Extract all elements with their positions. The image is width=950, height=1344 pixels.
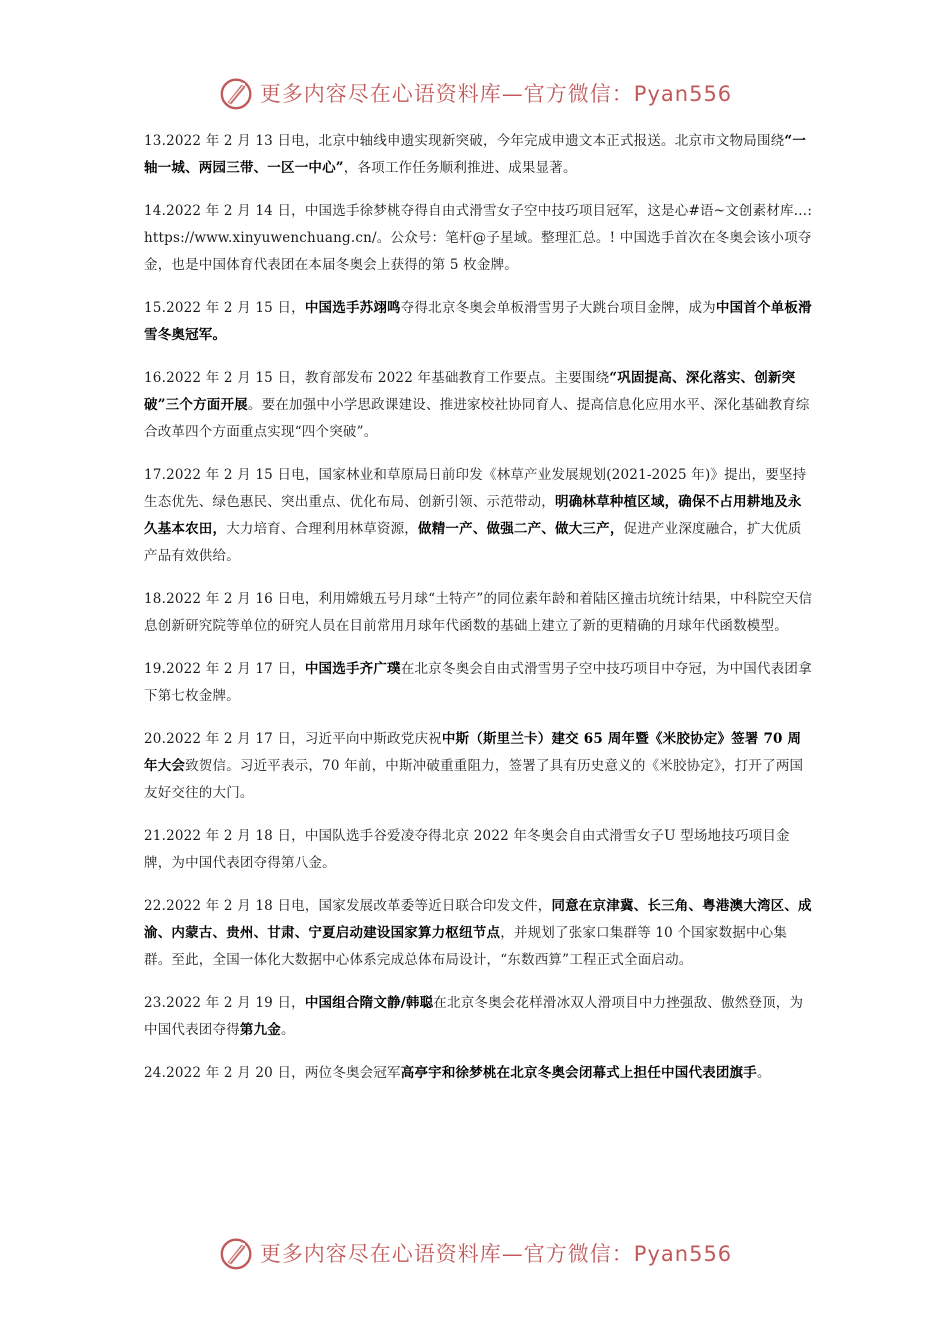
bold-text-run: 做精一产、做强二产、做大三产，	[418, 521, 624, 537]
text-run: 21.2022 年 2 月 18 日，中国队选手谷爱凌夺得北京 2022 年冬奥会自由式滑雪女子U 型场地技巧项目金牌，为中国代表团夺得第八金。	[144, 828, 790, 871]
bold-text-run: “一轴一城、两园三带、一区一中心”	[144, 133, 807, 176]
text-run: 24.2022 年 2 月 20 日，两位冬奥会冠军	[144, 1065, 401, 1081]
footer-banner	[0, 1230, 950, 1276]
news-item	[144, 198, 814, 279]
bold-text-run: 同意在京津冀、长三角、粤港澳大湾区、成渝、内蒙古、贵州、甘肃、宁夏启动建设国家算力枢纽节点	[144, 898, 812, 941]
text-run: 20.2022 年 2 月 17 日，习近平向中斯政党庆祝	[144, 731, 442, 747]
text-run: 。要在加强中小学思政课建设、推进家校社协同育人、提高信息化应用水平、深化基础教育综合改革四个方面重点实现“四个突破”。	[144, 397, 810, 440]
bold-text-run: 中国选手苏翊鸣	[304, 300, 401, 316]
text-run: 在北京冬奥会花样滑冰双人滑项目中力挫强敌、傲然登顶，为中国代表团夺得	[144, 995, 804, 1038]
news-item	[144, 365, 814, 446]
text-run: 在北京冬奥会自由式滑雪男子空中技巧项目中夺冠，为中国代表团拿下第七枚金牌。	[144, 661, 812, 704]
text-run: 22.2022 年 2 月 18 日电，国家发展改革委等近日联合印发文件，	[144, 898, 552, 914]
news-item	[144, 462, 814, 570]
bold-text-run: 中国组合隋文静/韩聪	[304, 995, 434, 1011]
bold-text-run: 第九金	[239, 1022, 282, 1038]
news-item	[144, 1060, 814, 1087]
header-banner	[0, 70, 950, 116]
text-run: 大力培育、合理利用林草资源，	[226, 521, 419, 537]
pen-nib-logo-icon	[218, 74, 256, 112]
text-run: 19.2022 年 2 月 17 日，	[144, 661, 305, 677]
news-item	[144, 823, 814, 877]
news-item	[144, 295, 814, 349]
text-run: 夺得北京冬奥会单板滑雪男子大跳台项目金牌，成为	[400, 300, 716, 316]
text-run: ，各项工作任务顺利推进、成果显著。	[343, 160, 577, 176]
news-item	[144, 893, 814, 974]
bold-text-run: 中国选手齐广璞	[304, 661, 401, 677]
text-run: 13.2022 年 2 月 13 日电，北京中轴线申遗实现新突破，今年完成申遗文本正式报送。北京市文物局围绕	[144, 133, 785, 149]
text-run: 18.2022 年 2 月 16 日电，利用嫦娥五号月球“土特产”的同位素年龄和着陆区撞击坑统计结果，中科院空天信息创新研究院等单位的研究人员在目前常用月球年代函数的基础上建立了新的更精确的月球年代函数模型。	[144, 591, 813, 634]
bold-text-run: “巩固提高、深化落实、创新突破”三个方面开展	[144, 370, 796, 413]
text-run: 16.2022 年 2 月 15 日，教育部发布 2022 年基础教育工作要点。主要围绕	[144, 370, 610, 386]
bold-text-run: 中国首个单板滑雪冬奥冠军。	[144, 300, 812, 343]
text-run: 。	[756, 1065, 771, 1081]
header-banner-text: 更多内容尽在心语资料库—官方微信：Pyan556	[259, 82, 733, 106]
text-run: 23.2022 年 2 月 19 日，	[144, 995, 305, 1011]
bold-text-run: 明确林草种植区域，确保不占用耕地及永久基本农田，	[144, 494, 802, 537]
bold-text-run: 中斯（斯里兰卡）建交 65 周年暨《米胶协定》签署 70 周年大会	[144, 731, 802, 774]
document-body	[144, 128, 814, 1103]
footer-banner-text: 更多内容尽在心语资料库—官方微信：Pyan556	[259, 1242, 733, 1266]
text-run: ，并规划了张家口集群等 10 个国家数据中心集群。至此，全国一体化大数据中心体系完成总体布局设计，“东数西算”工程正式全面启动。	[144, 925, 788, 968]
text-run: 15.2022 年 2 月 15 日，	[144, 300, 305, 316]
pen-nib-logo-icon	[218, 1234, 256, 1272]
text-run: 致贺信。习近平表示，70 年前，中斯冲破重重阻力，签署了具有历史意义的《米胶协定》，打开了两国友好交往的大门。	[144, 758, 804, 801]
text-run: 14.2022 年 2 月 14 日，中国选手徐梦桃夺得自由式滑雪女子空中技巧项目冠军，这是心#语~文创素材库…: https://www.xinyuwenchuang.cn/。公众号：笔杆@子星域。整理汇总。! 中国选手首次在冬奥会该小项夺金，也是中国体育代表团在本届冬奥会上获得的第 5 枚金牌。	[144, 203, 813, 273]
text-run: 。	[281, 1022, 295, 1038]
news-item	[144, 726, 814, 807]
text-run: 17.2022 年 2 月 15 日电，国家林业和草原局日前印发《林草产业发展规划(2021-2025 年)》提出，要坚持生态优先、绿色惠民、突出重点、优化布局、创新引领、示范带动，	[144, 467, 807, 510]
news-item	[144, 586, 814, 640]
news-item	[144, 656, 814, 710]
bold-text-run: 高亭宇和徐梦桃在北京冬奥会闭幕式上担任中国代表团旗手	[400, 1065, 757, 1081]
text-run: 促进产业深度融合，扩大优质产品有效供给。	[144, 521, 802, 564]
news-item	[144, 128, 814, 182]
news-item	[144, 990, 814, 1044]
